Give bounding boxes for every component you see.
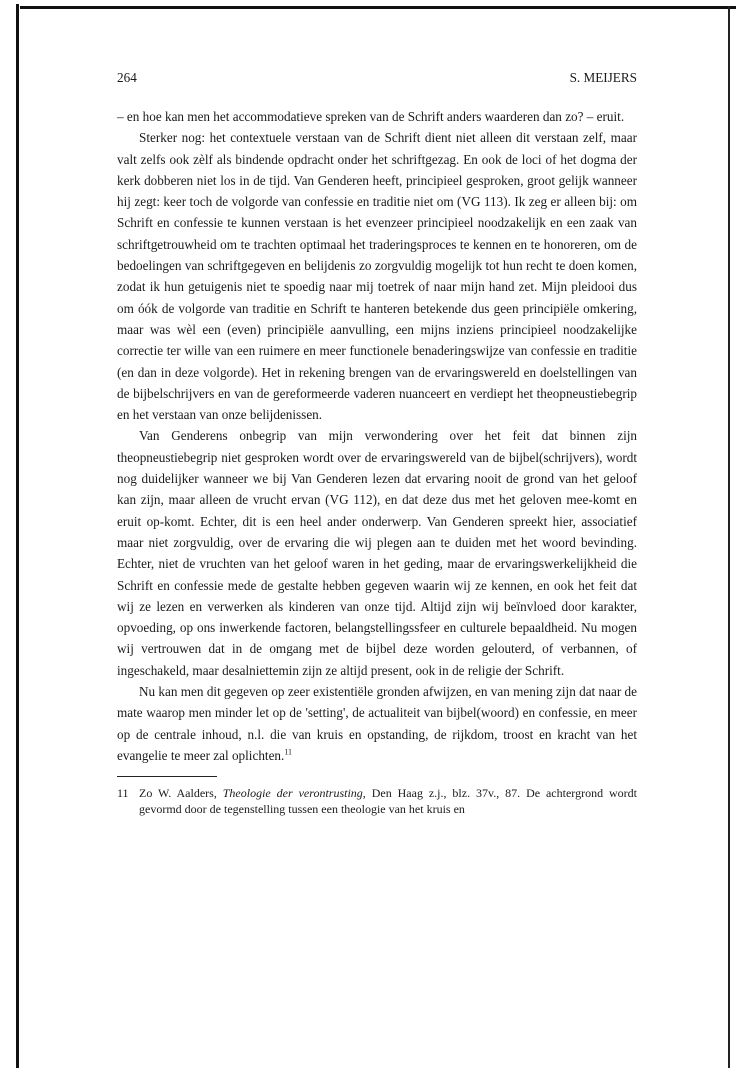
page-header (117, 68, 637, 88)
scan-edge-top (20, 6, 736, 9)
footnote (117, 785, 637, 817)
footnote-reference: 11 (284, 747, 293, 757)
footnote-text (139, 785, 637, 817)
paragraph-3: Van Genderens onbegrip van mijn verwondering over het feit dat binnen zijn theopneustiebegrip niet gesproken wordt over de ervaringswereld van de bijbel(schrijvers), wordt nog duidelijker wanneer we bij Van Genderen lezen dat ervaring nooit de grond van het geloof kan zijn, maar alleen de vrucht ervan (VG 112), en dat deze dus met het geloven mee-komt en eruit op-komt. Echter, dit is een heel ander onderwerp. Van Genderen spreekt hier, associatief maar niet zorgvuldig, over de ervaring die wij plegen aan te duiden met het woord bevinding. Echter, niet de vruchten van het geloof waren in het geding, maar de ervaringswerkelijkheid die Schrift en confessie mede de gestalte hebben gegeven waarin wij ze kennen, en ook het feit dat wij ze lezen en verwerken als kinderen van onze tijd. Altijd zijn wij beïnvloed door karakter, opvoeding, op ons inwerkende factoren, belangstellingssfeer en culturele bepaaldheid. Nu mogen wij vertrouwen dat in de omgang met de bijbel deze worden gelouterd, of verbannen, of ingeschakeld, maar desalniettemin zijn ze altijd present, ook in de religie der Schrift. (117, 428, 637, 678)
paragraph-1: – en hoe kan men het accommodatieve spreken van de Schrift anders waarderen dan zo? – eruit. (117, 109, 625, 124)
page-number: 264 (117, 70, 137, 85)
footnote-number: 11 (117, 786, 129, 801)
paragraph-4-text: Nu kan men dit gegeven op zeer existentiële gronden afwijzen, en van mening zijn dat naar de mate waarop men minder let op de 'setting', de actualiteit van bijbel(woord) en confessie, en meer op de centrale inhoud, n.l. die van kruis en opstanding, de rijkdom, troost en kracht van het evangelie te meer zal oplichten. (117, 684, 637, 763)
running-head: S. MEIJERS (569, 70, 637, 85)
body-text (117, 106, 637, 766)
paragraph-4 (117, 681, 637, 766)
scan-edge-left (16, 4, 19, 1068)
footnote-divider (117, 776, 217, 777)
footnote-title: Theologie der verontrusting (222, 786, 363, 801)
book-page (117, 68, 637, 817)
paragraph-2: Sterker nog: het contextuele verstaan van de Schrift dient niet alleen dit verstaan zelf, maar valt zelfs ook zèlf als bindende opdracht onder het schriftgezag. En ook de loci of het dogma der kerk dobberen niet los in de tijd. Van Genderen heeft, principieel gesproken, groot gelijk wanneer hij zegt: keer toch de volgorde van confessie en traditie niet om (VG 113). Ik zeg er alleen bij: om Schrift en confessie te kunnen verstaan is het evenzeer principieel noodzakelijk en een zaak van schriftgetrouwheid om te trachten optimaal het traderingsproces te kennen en te honoreren, om de bedoelingen van schriftgegeven en belijdenis zo zorgvuldig mogelijk tot hun recht te doen komen, zodat ik hun getuigenis niet te spoedig naar mij toetrek of naar mijn hand zet. Mijn pleidooi dus om óók de volgorde van traditie en Schrift te hanteren betekende dus geen principiële omkering, maar was wèl een (even) principiële aanvulling, een mijns inziens principieel noodzakelijke correctie ter wille van een ruimere en meer functionele benaderingswijze van confessie en traditie (en dan in deze volgorde). Het in rekening brengen van de ervaringswereld en doelstellingen van de bijbelschrijvers en van de gereformeerde vaderen nuanceert en verdiept het theopneustiebegrip en het verstaan van onze belijdenissen. (117, 130, 637, 423)
footnote-rest: , Den Haag z.j., blz. 37v., 87. De achtergrond wordt gevormd door de tegenstelling tussen een theologie van het kruis en (139, 786, 637, 817)
footnote-lead: Zo W. Aalders, (139, 786, 223, 801)
scan-edge-right (728, 6, 730, 1068)
